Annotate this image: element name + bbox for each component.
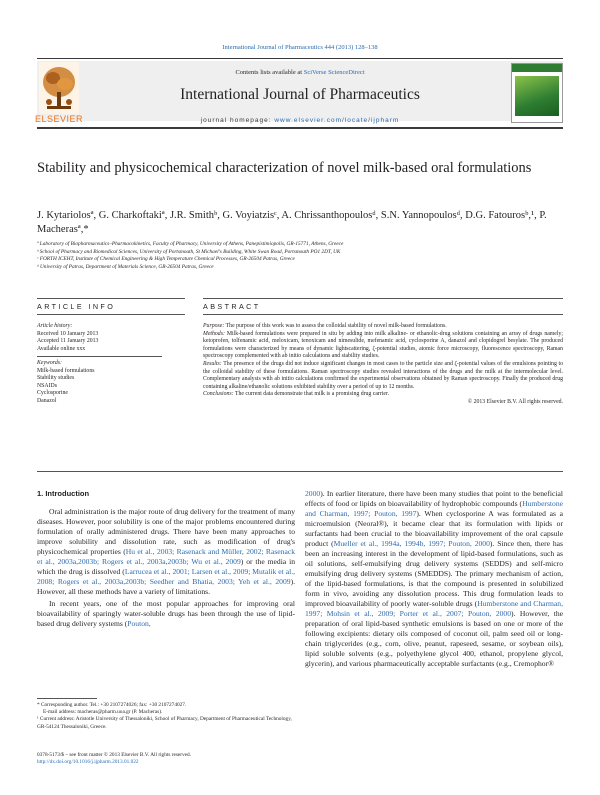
journal-homepage: [0, 117, 600, 124]
author-list: J. Kytariolosª, G. Charkoftakiª, J.R. Smithᵇ, G. Voyiatzisᶜ, A. Chrissanthopoulosᵈ, S.N. Yannopoulosᵈ, D.G. Fatourosᵇ,¹, P. Macherasª,*: [37, 210, 547, 235]
results-text: The presence of the drugs did not induce significant changes in most cases to the particle size and ζ-potential values of the emulsions pointing to the colloidal stability of these formulations. Raman spectroscopy studies revealed interactions of the drugs and the milk at the intermolecular level. Complementary analysis with ab initio calculations confirmed the experimental observations obtained by Raman spectroscopy. Finally the produced drug containing alkaline/ethanolic solutions exhibited stability over a period of up to 12 months.: [203, 360, 563, 390]
affiliation-b: ᵇ School of Pharmacy and Biomedical Sciences, University of Portsmouth, St Michael's Building, White Swan Road, Portsmouth PO1 2DT, UK: [37, 248, 341, 255]
footnote-rule: [37, 698, 97, 699]
conclusions-label: Conclusions:: [203, 391, 234, 398]
contents-line: [0, 69, 600, 76]
intro-text: ). However, the preparation of oral lipid-based synthetic emulsions is based on one or more of the following excipients: dietary oils composed of coconut oil, palm seed oil or long-chain triglycerides (e.g., corn, olive, peanut, rapeseed, sesame, or soybean oils), lipid soluble solvents (e.g., polyethylene glycol 400, ethanol, propylene glycol, glycerin), and various pharmaceutically acceptable surfactants (e.g., Cremophor®: [305, 609, 563, 668]
intro-paragraph-1: [37, 507, 295, 597]
affiliation-a: ª Laboratory of Biopharmaceutics–Pharmacokinetics, Faculty of Pharmacy, University of Athens, Panepistimiopolis, GR-15771, Athens, Greece: [37, 241, 344, 247]
intro-text: Oral administration is the major route of drug delivery for the treatment of many diseases. However, poor solubility is one of the major problems encountered during formulation of orally administered drugs. There have been many approaches to improve solubility and dissolution rate, such as modification of drug's physicochemical properties (: [37, 507, 295, 556]
abstract-conclusions: [203, 391, 563, 399]
methods-text: Milk-based formulations were prepared in situ by adding into milk alkaline- or ethanolic-drug solutions containing an array of drugs namely; ketoprofen, tolfenamic acid, meloxicam, tenoxicam and nimesulide, mefenamic acid, cyclosporine A, danazol and clopidogrel besylate. The produced formulations were characterized by means of dynamic lightscattering, ζ-potential studies, atomic force microscopy, fluorescence spectroscopy, Raman spectroscopy complemented with ab initio calculations and stability studies.: [203, 330, 563, 360]
keywords-label: Keywords:: [37, 360, 62, 367]
abstract-results: [203, 361, 563, 391]
footnotes: [37, 702, 295, 731]
article-info-divider: [37, 356, 162, 357]
results-label: Results:: [203, 360, 222, 367]
article-info-heading: ARTICLE INFO: [37, 302, 116, 311]
footnote-corresponding: * Corresponding author. Tel.: +30 2107274026; fax: +30 2107274027.: [37, 702, 187, 708]
keyword: Cyclosporine: [37, 390, 68, 397]
homepage-prefix: journal homepage:: [200, 117, 275, 124]
abstract-heading: ABSTRACT: [203, 302, 261, 311]
front-matter: [37, 752, 295, 766]
history-online: Available online xxx: [37, 345, 86, 352]
intro-text: ). Since then, there has been an increasing interest in the development of lipid-based formulations, such as oil solutions, self-emulsifying drug delivery systems (SEDDS) and self-micro emulsifying drug delivery systems (SMEDDS). The primary mechanism of action, of the lipid-based formulations, is that the compound is presented in solubilized form in vivo, avoiding any dissolution process. This drug formulation leads to improved bioavailability of poorly water-soluble drugs (: [305, 539, 564, 608]
cover-band: [512, 64, 562, 72]
publisher-logo-text: ELSEVIER: [34, 114, 84, 124]
cover-image: [515, 76, 559, 116]
intro-text: ). In earlier literature, there have been many studies that point to the beneficial effects of food or lipids on bioavailability of hydrophobic compounds (: [305, 489, 563, 508]
citation-link[interactable]: Mueller et al., 1994a, 1994b, 1997; Pouton, 2000: [333, 539, 490, 548]
methods-label: Methods:: [203, 330, 225, 337]
conclusions-text: The current data demonstrate that milk is a promising drug carrier.: [234, 391, 390, 398]
abstract-rule-top: [203, 298, 563, 299]
header-bottom-rule: [37, 127, 563, 129]
affiliations: [37, 241, 563, 271]
abstract-copyright: © 2013 Elsevier B.V. All rights reserved.: [467, 398, 563, 405]
issn-line: 0378-5173/$ – see front matter © 2013 Elsevier B.V. All rights reserved.: [37, 752, 191, 758]
citation-link[interactable]: Humberstone and Charman, 1997; Pouton, 1997: [305, 499, 563, 518]
footnote-current-address: ¹ Current address: Aristotle University of Thessaloniki, School of Pharmacy, Department of Pharmaceutical Technology, GR-54124 Thessaloniki, Greece.: [37, 716, 292, 730]
citation-link[interactable]: 2000: [305, 489, 321, 498]
keyword: Milk-based formulations: [37, 367, 95, 374]
citation-link[interactable]: Larrucea et al., 2001; Larsen et al., 2009; Mutalik et al., 2008; Rogers et al., 2003a,2003b; Seedher and Bhatia, 2003; Yeh et al., 2009: [37, 567, 295, 586]
history-received: Received 10 January 2013: [37, 330, 99, 337]
affiliation-d: ᵈ University of Patras, Department of Materials Science, GR-26504 Patras, Greece: [37, 263, 214, 270]
section-heading-introduction: 1. Introduction: [37, 489, 90, 498]
keyword: Stability studies: [37, 375, 75, 382]
intro-text: In recent years, one of the most popular approaches for improving oral bioavailability of sparingly water-soluble drugs has been through the use of lipid-based drug delivery systems (: [37, 599, 295, 628]
header-top-rule: [37, 58, 563, 59]
citation-link[interactable]: Pouton,: [127, 619, 151, 628]
intro-right-column: [305, 489, 563, 669]
abstract-rule-bottom: [37, 471, 563, 472]
purpose-text: The purpose of this work was to assess the colloidal stability of novel milk-based formulations.: [225, 323, 447, 329]
abstract-methods: [203, 331, 563, 361]
sciencedirect-link[interactable]: SciVerse ScienceDirect: [303, 69, 365, 76]
abstract-purpose: [203, 323, 563, 331]
citation-link[interactable]: Hu et al., 2003; Rasenack and Müller, 2002; Rasenack et al., 2003a,2003b; Rogers et al., 2003a,2003b; Wu et al., 2009: [37, 547, 295, 566]
intro-text: ). However, all these methods have a variety of limitations.: [37, 577, 295, 596]
doi-link[interactable]: http://dx.doi.org/10.1016/j.ijpharm.2013.01.022: [37, 759, 139, 766]
journal-citation[interactable]: International Journal of Pharmaceutics 444 (2013) 128–138: [222, 44, 378, 51]
article-info-body: [37, 323, 162, 406]
article-title: Stability and physicochemical characterization of novel milk-based oral formulations: [37, 160, 532, 176]
keyword: Danazol: [37, 398, 57, 405]
intro-left-column: [37, 507, 295, 629]
intro-paragraph-2: [37, 599, 295, 629]
intro-text: ) or the media in which the drug is dissolved (: [37, 557, 295, 576]
homepage-link[interactable]: www.elsevier.com/locate/ijpharm: [274, 117, 400, 124]
footnote-email[interactable]: E-mail address: macheras@pharm.uoa.gr (P. Macheras).: [43, 709, 163, 716]
abstract-rule-mid: [203, 314, 563, 315]
journal-cover-thumbnail: [511, 63, 563, 123]
journal-name: International Journal of Pharmaceutics: [180, 86, 420, 103]
article-info-rule-top: [37, 298, 185, 299]
contents-prefix: Contents lists available at: [235, 69, 304, 76]
purpose-label: Purpose:: [203, 323, 225, 329]
citation-link[interactable]: Humberstone and Charman, 1997; Mohsin et al., 2009; Porter et al., 2007; Pouton, 2000: [305, 599, 563, 618]
history-label: Article history:: [37, 323, 73, 329]
intro-text: ). When cyclosporine A was formulated as a microemulsion (Neoral®), it became clear that its formulation with lipids or surfactants had been crucial to the bioavailability improvement of the oral capsule product (: [305, 509, 563, 548]
keyword: NSAIDs: [37, 382, 57, 389]
affiliation-c: ᶜ FORTH ICEHT, Institute of Chemical Engineering & High Temperature Chemical Processes, GR-26504 Patras, Greece: [37, 256, 295, 262]
article-info-rule-mid: [37, 314, 185, 315]
abstract-body: [203, 323, 563, 407]
history-accepted: Accepted 11 January 2013: [37, 338, 99, 345]
